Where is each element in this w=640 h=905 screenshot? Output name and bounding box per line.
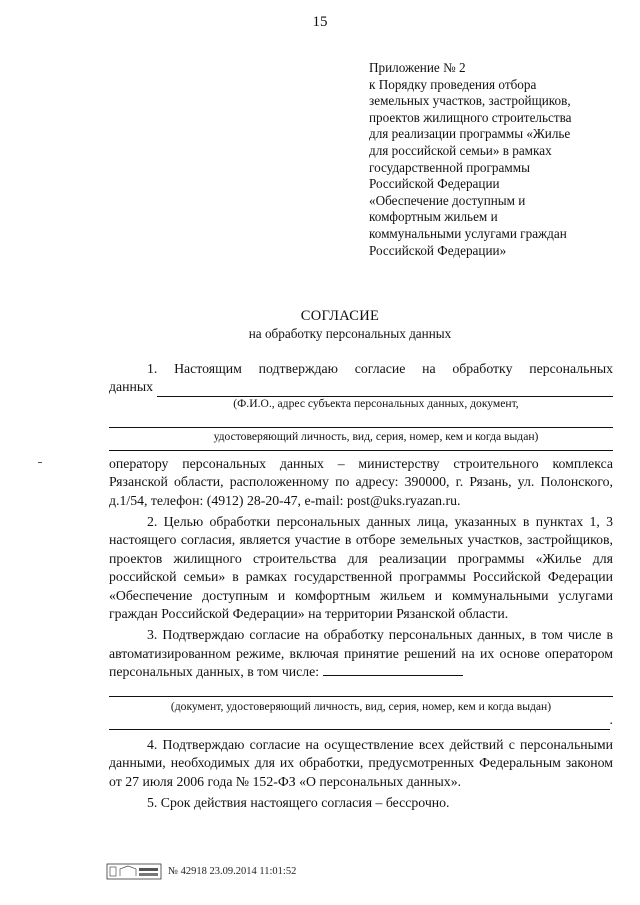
appendix-line: коммунальными услугами граждан [369, 225, 567, 241]
appendix-line: Российской Федерации [369, 176, 500, 192]
appendix-line: к Порядку проведения отбора [369, 76, 537, 92]
registry-stamp-icon [106, 861, 162, 881]
document-title: СОГЛАСИЕ [300, 308, 380, 324]
paragraph-1-line-1: 1. Настоящим подтверждаю согласие на обработку персональных [147, 361, 613, 376]
paragraph-2: 2. Целью обработки персональных данных лица, указанных в пунктах 1, 3 настоящего согласия, является участие в отборе земельных участков, застройщиков, проектов жилищного строительства для реализации программы «Жилье для российской семьи» в рамках государственной программы Российской Федерации «Обеспечение доступным и комфортным жильем и коммунальными услугами граждан Российской Федерации» на территории Рязанской области. [109, 514, 613, 622]
hint-fio: (Ф.И.О., адрес субъекта персональных данных, документ, [233, 396, 519, 410]
appendix-line: для реализации программы «Жилье [369, 126, 571, 142]
appendix-block [369, 60, 629, 259]
hint-document: удостоверяющий личность, вид, серия, номер, кем и когда выдан) [213, 429, 539, 443]
document-body [109, 360, 613, 812]
margin-mark [38, 462, 42, 463]
paragraph-1-lead: данных [109, 379, 154, 395]
paragraph-3 [109, 626, 613, 681]
paragraph-5: 5. Срок действия настоящего согласия – бессрочно. [147, 794, 450, 810]
page-number: 15 [312, 14, 328, 30]
blank-fill-line[interactable] [109, 411, 613, 428]
appendix-line: для российской семьи» в рамках [369, 142, 552, 158]
paragraph-3-text: 3. Подтверждаю согласие на обработку персональных данных, в том числе в автоматизированном режиме, включая принятие решений на их основе оператором персональных данных, в том числе: [109, 627, 613, 680]
blank-fill-line-2[interactable] [109, 682, 613, 697]
appendix-line: «Обеспечение доступным и [369, 192, 526, 208]
paragraph-1-line-2 [109, 378, 613, 396]
appendix-line: Приложение № 2 [369, 60, 466, 75]
blank-fill-line-3[interactable] [109, 714, 613, 730]
hint-document-2: (документ, удостоверяющий личность, вид, серия, номер, кем и когда выдан) [170, 699, 552, 713]
footer-stamp [106, 861, 296, 881]
appendix-line: комфортным жильем и [369, 209, 498, 225]
registration-number: № 42918 23.09.2014 11:01:52 [168, 865, 297, 877]
name-fill-line[interactable] [157, 381, 613, 397]
fill-line[interactable] [109, 715, 610, 730]
appendix-line: государственной программы [369, 159, 530, 175]
consent-fill-line[interactable] [323, 663, 463, 676]
appendix-line: земельных участков, застройщиков, [369, 93, 571, 109]
document-subtitle: на обработку персональных данных [248, 326, 452, 341]
paragraph-1-text: оператору персональных данных – министерству строительного комплекса Рязанской области, расположенному по адресу: 390000, г. Рязань, ул. Полонского, д.1/54, телефон: (4912) 28-20-47, e-mail: post@uks.ryazan.ru. [109, 450, 613, 510]
appendix-line: Российской Федерации» [369, 242, 507, 258]
end-mark: . [609, 712, 613, 728]
appendix-line: проектов жилищного строительства [369, 109, 572, 125]
paragraph-4: 4. Подтверждаю согласие на осуществление всех действий с персональными данными, необходимых для их обработки, предусмотренных Федеральным законом от 27 июля 2006 года № 152-ФЗ «О персональных данных». [109, 736, 613, 789]
